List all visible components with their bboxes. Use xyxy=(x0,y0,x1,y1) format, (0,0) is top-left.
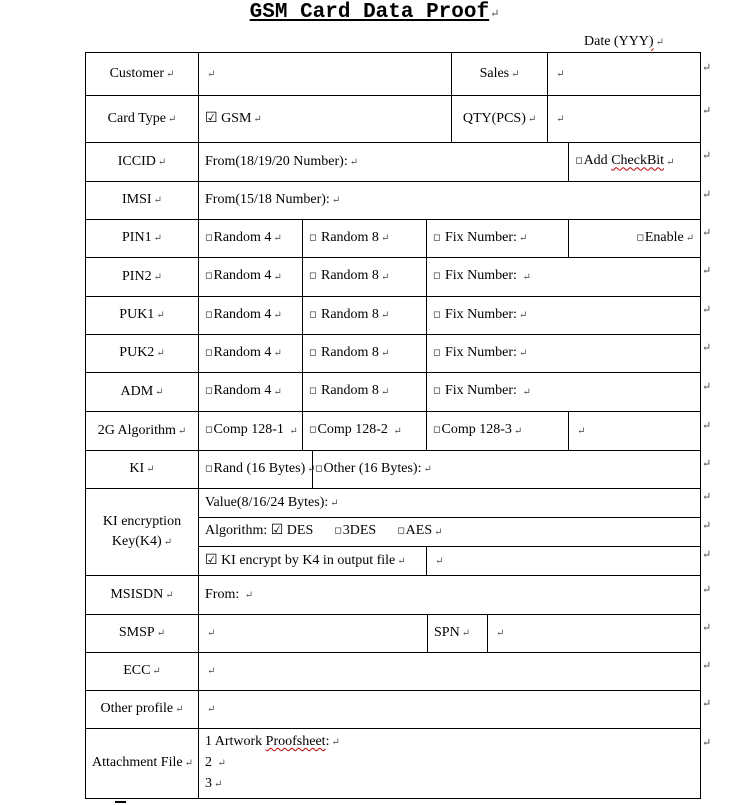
paragraph-mark-icon: ↵ xyxy=(307,464,316,476)
random8-label: Random 8 xyxy=(320,383,379,399)
adm-label-cell xyxy=(86,373,199,412)
3des-label: 3DES xyxy=(342,523,377,539)
paragraph-mark-icon: ↵ xyxy=(380,386,390,398)
checkbox-icon[interactable]: ◻ xyxy=(205,385,213,396)
row-end-mark-icon: ↵ xyxy=(702,737,712,749)
checkbox-icon[interactable]: ◻ xyxy=(575,155,583,166)
paragraph-mark-icon: ↵ xyxy=(518,310,528,322)
comp128-2-option[interactable] xyxy=(303,412,427,451)
paragraph-mark-icon: ↵ xyxy=(522,386,531,398)
paragraph-mark-icon: ↵ xyxy=(331,737,340,748)
puk2-label-cell xyxy=(86,335,199,373)
card-type-field[interactable] xyxy=(199,96,452,143)
paragraph-mark-icon: ↵ xyxy=(156,628,166,639)
paragraph-mark-icon: ↵ xyxy=(184,758,193,769)
qty-label-cell xyxy=(452,96,548,143)
checkbox-icon[interactable]: ◻ xyxy=(205,231,213,242)
fix-number-label: Fix Number: xyxy=(444,230,517,246)
paragraph-mark-icon: ↵ xyxy=(146,464,155,475)
sales-label: Sales xyxy=(479,65,510,81)
paragraph-mark-icon: ↵ xyxy=(490,8,500,20)
pin1-label: PIN1 xyxy=(122,230,152,245)
paragraph-mark-icon: ↵ xyxy=(393,425,402,437)
ki-encrypt-output-option[interactable] xyxy=(199,547,427,576)
paragraph-mark-icon: ↵ xyxy=(349,156,359,168)
pin1-label-cell xyxy=(86,220,199,258)
row-end-mark-icon: ↵ xyxy=(702,549,712,561)
paragraph-mark-icon: ↵ xyxy=(527,113,537,125)
ki-rand-option[interactable] xyxy=(199,451,316,489)
row-iccid xyxy=(86,143,701,182)
paragraph-mark-icon: ↵ xyxy=(511,68,520,80)
checked-box-icon[interactable]: ☑ xyxy=(205,552,218,568)
attachment-line-1-post: : xyxy=(325,734,330,749)
add-checkbit-pre: Add xyxy=(583,153,612,169)
row-other-profile xyxy=(86,691,701,729)
pin1-random8-option[interactable] xyxy=(303,220,427,258)
checkbox-icon[interactable]: ◻ xyxy=(309,346,317,357)
date-tail: ) xyxy=(648,34,654,49)
card-type-label-cell xyxy=(86,96,199,143)
row-ki xyxy=(86,451,701,489)
paragraph-mark-icon: ↵ xyxy=(207,68,216,80)
paragraph-mark-icon: ↵ xyxy=(273,310,282,322)
comp128-1-label: Comp 128-1 xyxy=(213,422,284,438)
paragraph-mark-icon: ↵ xyxy=(253,113,262,125)
customer-field[interactable] xyxy=(199,53,452,96)
paragraph-mark-icon: ↵ xyxy=(435,555,444,567)
msisdn-label-cell xyxy=(86,576,199,615)
paragraph-mark-icon: ↵ xyxy=(685,233,695,245)
smsp-label-cell xyxy=(86,615,199,653)
checkbox-icon[interactable]: ◻ xyxy=(309,424,317,435)
puk1-label: PUK1 xyxy=(119,307,155,322)
paragraph-mark-icon: ↵ xyxy=(167,113,177,125)
paragraph-mark-icon: ↵ xyxy=(153,195,162,206)
checkbox-icon[interactable]: ◻ xyxy=(433,231,441,242)
paragraph-mark-icon: ↵ xyxy=(157,156,167,168)
card-data-form xyxy=(85,52,701,799)
paragraph-mark-icon: ↵ xyxy=(273,348,282,360)
ki-rand-label: Rand (16 Bytes) xyxy=(213,461,306,477)
row-end-mark-icon: ↵ xyxy=(702,698,712,710)
paragraph-mark-icon: ↵ xyxy=(518,233,528,245)
pin1-random4-option[interactable] xyxy=(199,220,303,258)
row-end-mark-icon: ↵ xyxy=(702,105,712,117)
paragraph-mark-icon: ↵ xyxy=(397,555,406,567)
adm-fix-number-option[interactable] xyxy=(427,373,701,412)
ki-enc-algorithm-label: Algorithm: xyxy=(205,523,268,539)
attachment-field[interactable] xyxy=(199,729,701,799)
paragraph-mark-icon: ↵ xyxy=(273,386,282,398)
checkbox-icon[interactable]: ◻ xyxy=(205,270,213,281)
algorithm-label-cell xyxy=(86,412,199,451)
date-label: Date (YYY xyxy=(584,34,649,49)
ecc-label-cell xyxy=(86,653,199,691)
customer-label-cell xyxy=(86,53,199,96)
fix-number-label: Fix Number: xyxy=(444,345,517,361)
document-title-text: GSM Card Data Proof xyxy=(249,1,490,24)
paragraph-mark-icon: ↵ xyxy=(175,704,184,715)
row-puk1 xyxy=(86,297,701,335)
ki-enc-algorithm-field xyxy=(199,518,701,547)
paragraph-mark-icon: ↵ xyxy=(434,526,443,538)
sales-field[interactable] xyxy=(548,53,701,96)
paragraph-mark-icon: ↵ xyxy=(156,310,165,321)
row-end-mark-icon: ↵ xyxy=(702,458,712,470)
ki-enc-label-line2-text: Key(K4) xyxy=(111,533,162,549)
fix-number-label: Fix Number: xyxy=(444,383,517,399)
puk1-fix-number-option[interactable] xyxy=(427,297,701,335)
row-msisdn xyxy=(86,576,701,615)
iccid-label: ICCID xyxy=(117,153,156,169)
msisdn-from-label: From: xyxy=(205,586,240,602)
puk1-random4-option[interactable] xyxy=(199,297,303,335)
checkbox-icon[interactable]: ◻ xyxy=(433,346,441,357)
imsi-label: IMSI xyxy=(122,192,152,207)
row-end-mark-icon: ↵ xyxy=(702,491,712,503)
qty-field[interactable] xyxy=(548,96,701,143)
row-ki-enc-value xyxy=(86,489,701,518)
card-type-label: Card Type xyxy=(107,110,166,126)
add-checkbit-label: CheckBit xyxy=(611,153,665,169)
ki-enc-value-label: Value(8/16/24 Bytes): xyxy=(205,494,329,510)
checkbox-icon[interactable]: ◻ xyxy=(205,462,213,473)
row-2g-algorithm xyxy=(86,412,701,451)
ki-other-label: Other (16 Bytes): xyxy=(323,461,422,477)
row-smsp xyxy=(86,615,701,653)
page-bottom-mark xyxy=(115,801,126,803)
row-attachment xyxy=(86,729,701,799)
imsi-from-label: From(15/18 Number): xyxy=(205,192,330,207)
checkbox-icon[interactable]: ◻ xyxy=(397,525,405,536)
random8-label: Random 8 xyxy=(320,230,379,246)
pin2-label-cell xyxy=(86,258,199,297)
attachment-line-3-text: 3 xyxy=(205,776,212,791)
paragraph-mark-icon: ↵ xyxy=(273,233,282,245)
comp128-3-label: Comp 128-3 xyxy=(441,422,512,438)
paragraph-mark-icon: ↵ xyxy=(177,425,187,437)
row-end-mark-icon: ↵ xyxy=(702,189,712,201)
paragraph-mark-icon: ↵ xyxy=(217,758,226,769)
enable-label: Enable xyxy=(644,230,684,246)
smsp-field[interactable] xyxy=(199,615,428,653)
paragraph-mark-icon: ↵ xyxy=(156,348,165,359)
ki-encrypt-extra-field[interactable] xyxy=(427,547,701,576)
paragraph-mark-icon: ↵ xyxy=(522,271,531,283)
puk1-random8-option[interactable] xyxy=(303,297,427,335)
paragraph-mark-icon: ↵ xyxy=(577,425,586,437)
other-profile-label-cell xyxy=(86,691,199,729)
puk1-label-cell xyxy=(86,297,199,335)
puk2-random8-option[interactable] xyxy=(303,335,427,373)
checkbox-icon[interactable]: ◻ xyxy=(334,525,342,536)
attachment-line-2-text: 2 xyxy=(205,755,212,770)
puk2-fix-number-option[interactable] xyxy=(427,335,701,373)
iccid-from-field[interactable] xyxy=(199,143,569,182)
customer-label: Customer xyxy=(109,65,165,81)
adm-random8-option[interactable] xyxy=(303,373,427,412)
ki-enc-label-line1: KI encryption xyxy=(102,513,182,529)
paragraph-mark-icon: ↵ xyxy=(289,425,298,437)
proofsheet-label: Proofsheet xyxy=(265,734,326,749)
checkbox-icon[interactable]: ◻ xyxy=(433,308,441,319)
checkbox-icon[interactable]: ◻ xyxy=(315,462,323,473)
paragraph-mark-icon: ↵ xyxy=(380,233,390,245)
paragraph-mark-icon: ↵ xyxy=(513,425,523,437)
paragraph-mark-icon: ↵ xyxy=(380,310,390,322)
checkbox-icon[interactable]: ◻ xyxy=(309,270,317,281)
random4-label: Random 4 xyxy=(213,383,272,399)
algorithm-label: 2G Algorithm xyxy=(97,422,176,438)
imsi-label-cell xyxy=(86,182,199,220)
random4-label: Random 4 xyxy=(213,230,272,246)
paragraph-mark-icon: ↵ xyxy=(518,348,528,360)
ki-encrypt-output-label: KI encrypt by K4 in output file xyxy=(221,552,396,568)
card-type-value: GSM xyxy=(221,110,252,126)
row-ecc xyxy=(86,653,701,691)
paragraph-mark-icon: ↵ xyxy=(155,386,164,398)
paragraph-mark-icon: ↵ xyxy=(380,348,390,360)
paragraph-mark-icon: ↵ xyxy=(163,536,173,548)
random4-label: Random 4 xyxy=(213,307,272,323)
other-profile-field[interactable] xyxy=(199,691,701,729)
pin1-enable-option[interactable] xyxy=(569,220,701,258)
paragraph-mark-icon: ↵ xyxy=(207,704,216,715)
algorithm-extra-field[interactable] xyxy=(569,412,701,451)
attachment-label: Attachment File xyxy=(92,755,183,770)
adm-label: ADM xyxy=(120,383,154,399)
checked-box-icon[interactable]: ☑ xyxy=(270,523,284,539)
paragraph-mark-icon: ↵ xyxy=(244,589,254,601)
msisdn-from-field[interactable] xyxy=(199,576,701,615)
ki-enc-value-field[interactable] xyxy=(199,489,701,518)
row-customer xyxy=(86,53,701,96)
pin2-random8-option[interactable] xyxy=(303,258,427,297)
pin2-label: PIN2 xyxy=(122,268,152,284)
paragraph-mark-icon: ↵ xyxy=(556,68,565,80)
row-card-type xyxy=(86,96,701,143)
row-end-mark-icon: ↵ xyxy=(702,660,712,672)
puk2-label: PUK2 xyxy=(119,345,155,360)
qty-label: QTY(PCS) xyxy=(462,110,526,126)
paragraph-mark-icon: ↵ xyxy=(166,68,175,80)
row-end-mark-icon: ↵ xyxy=(702,227,712,239)
sales-label-cell xyxy=(452,53,548,96)
checkbox-icon[interactable]: ◻ xyxy=(433,385,441,396)
paragraph-mark-icon: ↵ xyxy=(165,589,174,601)
paragraph-mark-icon: ↵ xyxy=(207,666,216,677)
random8-label: Random 8 xyxy=(320,268,379,284)
paragraph-mark-icon: ↵ xyxy=(214,779,223,790)
paragraph-mark-icon: ↵ xyxy=(273,271,282,283)
document-title xyxy=(0,1,749,26)
attachment-line-2 xyxy=(205,753,694,774)
des-label: DES xyxy=(286,523,314,539)
ki-enc-label-line2 xyxy=(92,532,192,553)
ki-label: KI xyxy=(129,461,145,476)
paragraph-mark-icon: ↵ xyxy=(461,628,471,639)
row-end-mark-icon: ↵ xyxy=(702,342,712,354)
row-adm xyxy=(86,373,701,412)
comp128-2-label: Comp 128-2 xyxy=(317,422,388,438)
paragraph-mark-icon: ↵ xyxy=(380,271,390,283)
smsp-label: SMSP xyxy=(118,625,155,640)
comp128-3-option[interactable] xyxy=(427,412,569,451)
row-end-mark-icon: ↵ xyxy=(702,265,712,277)
attachment-line-1 xyxy=(205,732,694,753)
ecc-field[interactable] xyxy=(199,653,701,691)
checkbox-icon[interactable]: ◻ xyxy=(309,385,317,396)
ecc-label: ECC xyxy=(123,663,151,678)
spn-field[interactable] xyxy=(488,615,701,653)
fix-number-label: Fix Number: xyxy=(444,307,517,323)
random8-label: Random 8 xyxy=(320,345,379,361)
spn-label-cell xyxy=(428,615,488,653)
checkbox-icon[interactable]: ◻ xyxy=(205,346,213,357)
row-end-mark-icon: ↵ xyxy=(702,520,712,532)
comp128-1-option[interactable] xyxy=(199,412,303,451)
paragraph-mark-icon: ↵ xyxy=(655,37,664,48)
add-checkbit-option[interactable] xyxy=(569,143,701,182)
iccid-label-cell xyxy=(86,143,199,182)
paragraph-mark-icon: ↵ xyxy=(666,156,675,168)
checkbox-icon[interactable]: ◻ xyxy=(205,308,213,319)
row-end-mark-icon: ↵ xyxy=(702,584,712,596)
attachment-line-3 xyxy=(205,774,694,795)
checkbox-icon[interactable]: ◻ xyxy=(636,231,644,242)
paragraph-mark-icon: ↵ xyxy=(153,233,162,244)
attachment-label-cell xyxy=(86,729,199,799)
checkbox-icon[interactable]: ◻ xyxy=(433,270,441,281)
paragraph-mark-icon: ↵ xyxy=(152,666,161,677)
pin2-fix-number-option[interactable] xyxy=(427,258,701,297)
fix-number-label: Fix Number: xyxy=(444,268,517,284)
checked-box-icon[interactable]: ☑ xyxy=(205,110,218,126)
ki-enc-label-cell xyxy=(86,489,199,576)
spn-label: SPN xyxy=(434,625,460,640)
date-line xyxy=(584,33,664,52)
paragraph-mark-icon: ↵ xyxy=(330,497,339,509)
paragraph-mark-icon: ↵ xyxy=(331,195,341,206)
paragraph-mark-icon: ↵ xyxy=(496,628,505,639)
adm-random4-option[interactable] xyxy=(199,373,303,412)
puk2-random4-option[interactable] xyxy=(199,335,303,373)
imsi-from-field[interactable] xyxy=(199,182,701,220)
row-pin1 xyxy=(86,220,701,258)
pin1-fix-number-option[interactable] xyxy=(427,220,569,258)
paragraph-mark-icon: ↵ xyxy=(423,464,432,476)
ki-label-cell xyxy=(86,451,199,489)
row-end-mark-icon: ↵ xyxy=(702,62,712,74)
msisdn-label: MSISDN xyxy=(110,586,164,602)
row-pin2 xyxy=(86,258,701,297)
row-end-mark-icon: ↵ xyxy=(702,381,712,393)
random4-label: Random 4 xyxy=(213,345,272,361)
checkbox-icon[interactable]: ◻ xyxy=(433,424,441,435)
random4-label: Random 4 xyxy=(213,268,272,284)
other-profile-label: Other profile xyxy=(100,701,174,716)
attachment-line-1-pre: 1 Artwork xyxy=(205,734,266,749)
row-end-mark-icon: ↵ xyxy=(702,420,712,432)
aes-label: AES xyxy=(405,523,433,539)
row-puk2 xyxy=(86,335,701,373)
iccid-from-label: From(18/19/20 Number): xyxy=(205,153,348,169)
checkbox-icon[interactable]: ◻ xyxy=(309,231,317,242)
paragraph-mark-icon: ↵ xyxy=(153,271,162,283)
pin2-random4-option[interactable] xyxy=(199,258,303,297)
row-end-mark-icon: ↵ xyxy=(702,622,712,634)
random8-label: Random 8 xyxy=(320,307,379,323)
checkbox-icon[interactable]: ◻ xyxy=(205,424,213,435)
ki-other-option[interactable] xyxy=(313,451,701,489)
row-imsi xyxy=(86,182,701,220)
paragraph-mark-icon: ↵ xyxy=(207,628,216,639)
checkbox-icon[interactable]: ◻ xyxy=(309,308,317,319)
paragraph-mark-icon: ↵ xyxy=(556,113,565,125)
row-end-mark-icon: ↵ xyxy=(702,150,712,162)
row-end-mark-icon: ↵ xyxy=(702,304,712,316)
